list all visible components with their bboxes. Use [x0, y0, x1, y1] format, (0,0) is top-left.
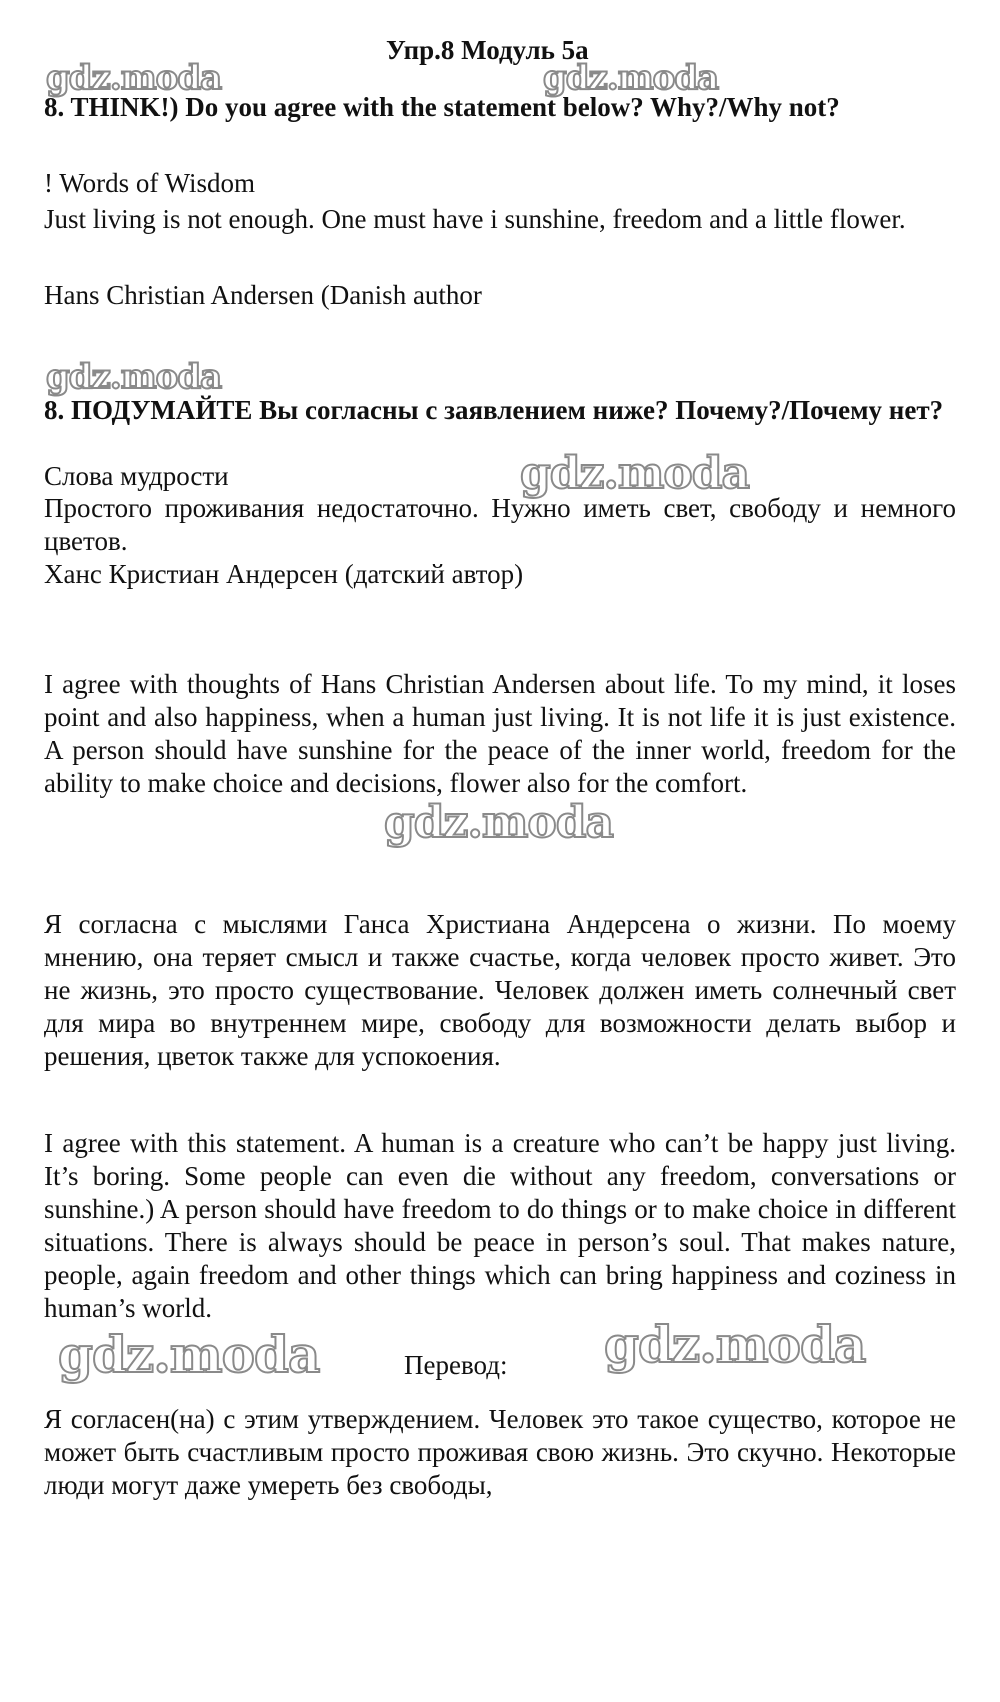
- watermark: gdz.moda: [384, 797, 614, 848]
- task-en-author: Hans Christian Andersen (Danish author: [44, 280, 482, 310]
- watermark: gdz.moda: [46, 58, 222, 98]
- task-en-heading: 8. THINK!) Do you agree with the statement below? Why?/Why not?: [44, 92, 840, 122]
- task-ru-quote: Простого проживания недостаточно. Нужно иметь свет, свободу и немного цветов.: [44, 493, 956, 556]
- task-en-quote: Just living is not enough. One must have i sunshine, freedom and a little flower.: [44, 204, 906, 234]
- watermark: gdz.moda: [46, 357, 222, 397]
- task-en-subheading: ! Words of Wisdom: [44, 168, 255, 198]
- answer1-en: I agree with thoughts of Hans Christian Andersen about life. To my mind, it loses point and also happiness, when a human just living. It is not life it is just existence. A person should have sunshine for the peace of the inner world, freedom for the ability to make choice and decisions, flower also for the comfort.: [44, 669, 956, 798]
- watermark: gdz.moda: [58, 1325, 320, 1384]
- answer2-ru: Я согласен(на) с этим утверждением. Человек это такое существо, которое не может быть счастливым просто проживая свою жизнь. Это скучно. Некоторые люди могут даже умереть без свободы,: [44, 1404, 956, 1500]
- answer2-en: I agree with this statement. A human is a creature who can’t be happy just living. It’s boring. Some people can even die without any freedom, conversations or sunshine.) A person should have freedom to do things or to make choice in different situations. There is always should be peace in person’s soul. That makes nature, people, again freedom and other things which can bring happiness and coziness in human’s world.: [44, 1128, 956, 1323]
- watermark: gdz.moda: [543, 58, 719, 98]
- watermark: gdz.moda: [604, 1315, 866, 1374]
- answer1-ru: Я согласна с мыслями Ганса Христиана Андерсена о жизни. По моему мнению, она теряет смысл и также счастье, когда человек просто живет. Это не жизнь, это просто существование. Человек должен иметь солнечный свет для мира во внутреннем мире, свободу для возможности делать выбор и решения, цветок также для успокоения.: [44, 909, 956, 1071]
- task-ru-subheading: Слова мудрости: [44, 461, 229, 491]
- translation-label: Перевод:: [404, 1350, 508, 1380]
- watermark: gdz.moda: [520, 448, 750, 499]
- page-title: Упр.8 Модуль 5а: [386, 35, 589, 65]
- task-ru-author: Ханс Кристиан Андерсен (датский автор): [44, 559, 524, 589]
- task-ru-heading: 8. ПОДУМАЙТЕ Вы согласны с заявлением ниже? Почему?/Почему нет?: [44, 395, 944, 425]
